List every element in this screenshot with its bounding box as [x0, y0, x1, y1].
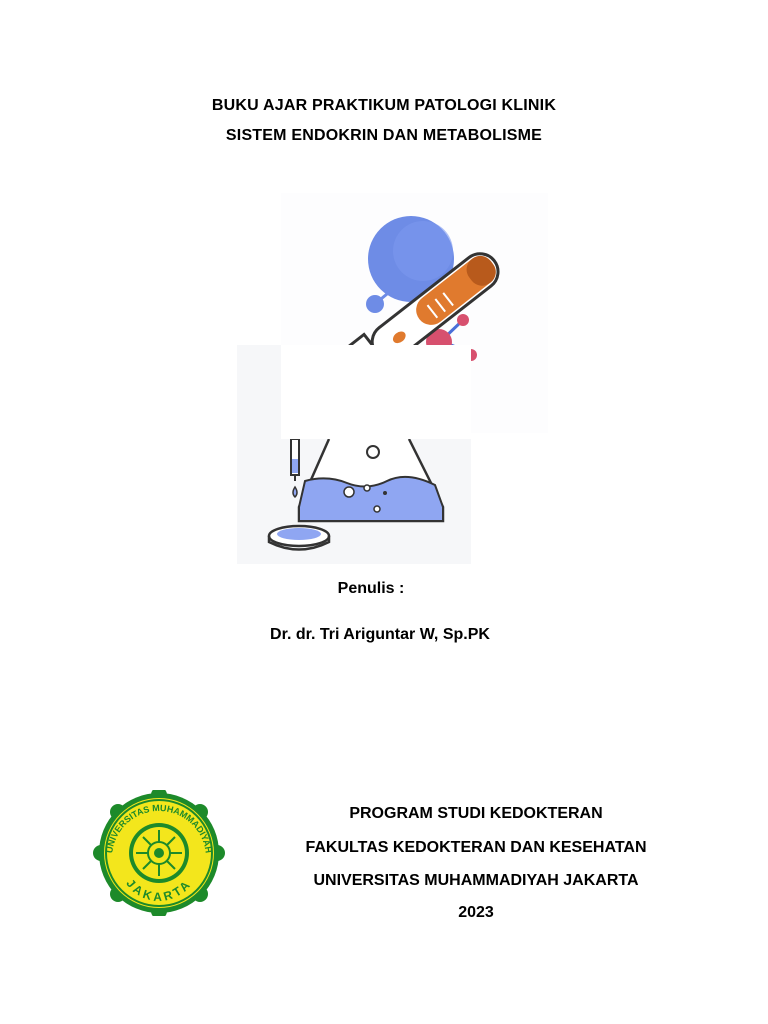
author-label: Penulis : — [337, 580, 405, 597]
publication-year: 2023 — [458, 904, 494, 921]
logo-city-text: JAKARTA — [123, 876, 195, 904]
faculty-name: FAKULTAS KEDOKTERAN DAN KESEHATAN — [305, 839, 647, 856]
title-line-2: SISTEM ENDOKRIN DAN METABOLISME — [225, 127, 543, 144]
title-line-1: BUKU AJAR PRAKTIKUM PATOLOGI KLINIK — [211, 97, 557, 114]
svg-text:UNIVERSITAS MUHAMMADIYAH — [104, 803, 214, 854]
program-name: PROGRAM STUDI KEDOKTERAN — [349, 805, 603, 822]
flask-icon — [237, 439, 471, 564]
logo-ring-text — [92, 790, 226, 916]
flask-illustration-cutout — [281, 345, 471, 439]
author-name: Dr. dr. Tri Ariguntar W, Sp.PK — [270, 626, 490, 643]
svg-text:JAKARTA — [123, 876, 194, 904]
logo-ring-top-text: UNIVERSITAS MUHAMMADIYAH — [104, 802, 214, 854]
university-name: UNIVERSITAS MUHAMMADIYAH JAKARTA — [313, 872, 639, 889]
